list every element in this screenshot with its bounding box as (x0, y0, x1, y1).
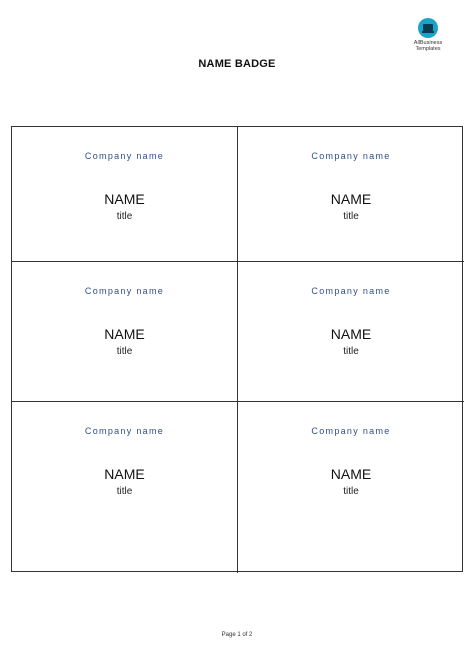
logo-line-1: AllBusiness (413, 40, 443, 46)
logo-text (414, 40, 442, 52)
badge-card-6 (238, 402, 464, 573)
badge-card-4 (238, 262, 464, 402)
badge-title: title (116, 346, 133, 357)
badge-name: NAME (330, 191, 372, 207)
badge-title: title (343, 346, 359, 357)
badge-name: NAME (330, 466, 372, 482)
badge-card-1 (12, 127, 238, 262)
badge-company-name: Company name (311, 426, 391, 436)
badge-card-2 (238, 127, 464, 262)
badge-name: NAME (104, 466, 145, 482)
badge-card-5 (12, 402, 238, 573)
badge-name: NAME (330, 326, 372, 342)
badge-company-name: Company name (84, 286, 165, 296)
badge-name: NAME (104, 326, 145, 342)
page-number: Page 1 of 2 (221, 632, 253, 638)
badge-title: title (343, 486, 359, 497)
document-title: NAME BADGE (198, 58, 276, 70)
laptop-icon (418, 18, 438, 38)
badge-title: title (116, 211, 133, 222)
badge-company-name: Company name (311, 151, 391, 161)
badge-company-name: Company name (84, 151, 165, 161)
badge-company-name: Company name (311, 286, 391, 296)
badge-title: title (116, 486, 133, 497)
badge-card-3 (12, 262, 238, 402)
allbusiness-logo (406, 18, 450, 58)
logo-line-2: Templates (415, 46, 441, 52)
badge-company-name: Company name (84, 426, 165, 436)
badge-title: title (343, 211, 359, 222)
badge-name: NAME (104, 191, 145, 207)
badge-grid (11, 126, 463, 572)
